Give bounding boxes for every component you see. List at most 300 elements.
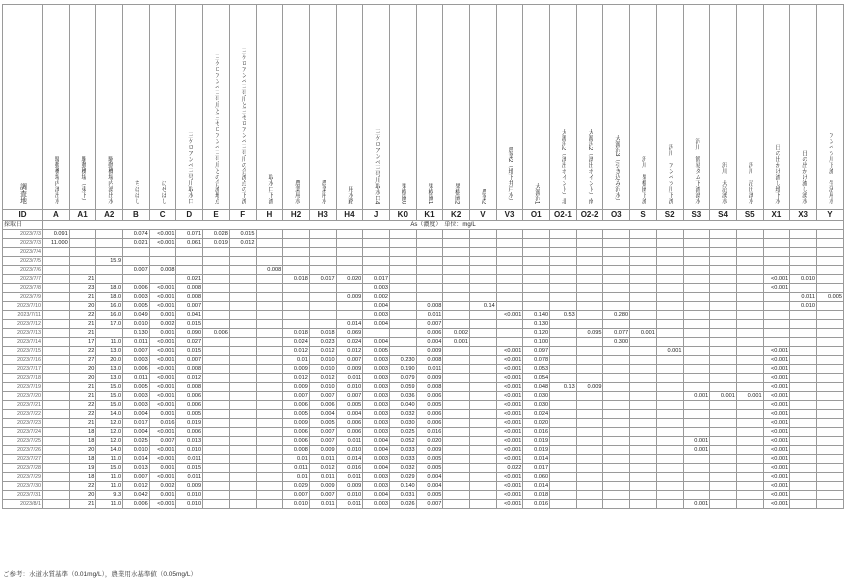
value-cell: 0.001 [656, 347, 683, 356]
value-cell [203, 464, 230, 473]
column-header-k1 [416, 5, 443, 210]
value-cell [416, 266, 443, 275]
value-cell: 21 [69, 383, 96, 392]
value-cell: 0.001 [630, 329, 657, 338]
value-cell: 0.042 [123, 491, 150, 500]
value-cell: 0.010 [336, 446, 363, 455]
value-cell [43, 437, 70, 446]
value-cell [389, 239, 416, 248]
date-cell: 2023/7/7 [3, 275, 43, 284]
value-cell: 0.008 [176, 383, 203, 392]
value-cell: 0.011 [176, 473, 203, 482]
value-cell [816, 320, 843, 329]
value-cell: 0.006 [416, 419, 443, 428]
value-cell [790, 491, 817, 500]
value-cell: 0.007 [123, 473, 150, 482]
value-cell [816, 419, 843, 428]
value-cell [603, 356, 630, 365]
value-cell: <0.001 [149, 401, 176, 410]
value-cell [630, 293, 657, 302]
value-cell: 0.018 [523, 491, 550, 500]
column-name: 大源沢2（湧出ポイント）北 [560, 128, 567, 204]
value-cell [229, 491, 256, 500]
value-cell: <0.001 [763, 401, 790, 410]
value-cell [790, 365, 817, 374]
value-cell [576, 239, 603, 248]
value-cell [336, 284, 363, 293]
value-cell [656, 293, 683, 302]
value-cell [229, 428, 256, 437]
value-cell: 0.011 [123, 338, 150, 347]
value-cell: 20 [69, 365, 96, 374]
value-cell [43, 338, 70, 347]
value-cell: 0.004 [363, 320, 390, 329]
value-cell: 0.002 [149, 320, 176, 329]
value-cell: 0.009 [176, 482, 203, 491]
value-cell: 21 [69, 419, 96, 428]
value-cell: 0.100 [523, 338, 550, 347]
value-cell [576, 338, 603, 347]
value-cell: 0.020 [336, 275, 363, 284]
value-cell: 0.011 [416, 365, 443, 374]
value-cell: 0.069 [336, 329, 363, 338]
value-cell [630, 383, 657, 392]
value-cell [203, 401, 230, 410]
column-id: K0 [389, 210, 416, 221]
value-cell: <0.001 [496, 419, 523, 428]
column-id: O2-2 [576, 210, 603, 221]
value-cell [603, 437, 630, 446]
value-cell: 0.004 [123, 428, 150, 437]
value-cell [309, 311, 336, 320]
column-header-s5 [736, 5, 763, 210]
value-cell [416, 284, 443, 293]
value-cell [630, 455, 657, 464]
value-cell [43, 392, 70, 401]
value-cell: 0.14 [470, 302, 497, 311]
value-cell [309, 284, 336, 293]
value-cell: <0.001 [149, 428, 176, 437]
value-cell [470, 491, 497, 500]
value-cell: 0.010 [309, 383, 336, 392]
value-cell: 0.005 [123, 383, 150, 392]
value-cell [96, 266, 123, 275]
value-cell [656, 491, 683, 500]
value-cell [283, 230, 310, 239]
value-cell [43, 257, 70, 266]
column-name: 農業用水 [320, 180, 327, 204]
value-cell: 0.012 [309, 347, 336, 356]
value-cell [43, 365, 70, 374]
value-cell: 0.010 [336, 491, 363, 500]
value-cell: 0.010 [790, 275, 817, 284]
value-cell [630, 374, 657, 383]
date-cell: 2023/7/3 [3, 230, 43, 239]
table-row [3, 491, 844, 500]
table-row [3, 365, 844, 374]
value-cell: 14.0 [96, 446, 123, 455]
column-name: 三ケロアンベ三号川と三セロアンベ三号川の合流点の下流 [240, 48, 247, 204]
value-cell: 15.0 [96, 383, 123, 392]
value-cell [576, 455, 603, 464]
value-cell [816, 383, 843, 392]
value-cell: 17 [69, 338, 96, 347]
date-cell: 2023/7/16 [3, 356, 43, 365]
value-cell: 0.014 [523, 455, 550, 464]
value-cell: 0.007 [416, 320, 443, 329]
value-cell [630, 356, 657, 365]
value-cell [816, 329, 843, 338]
value-cell [496, 329, 523, 338]
value-cell [710, 446, 737, 455]
value-cell [389, 329, 416, 338]
value-cell [630, 392, 657, 401]
value-cell: 0.011 [336, 500, 363, 509]
column-name: 沢川 アンベツ川下流 [667, 144, 674, 204]
value-cell: 0.019 [203, 239, 230, 248]
table-row [3, 428, 844, 437]
value-cell: 0.010 [176, 500, 203, 509]
value-cell [603, 230, 630, 239]
column-header-c [149, 5, 176, 210]
value-cell: 0.014 [123, 455, 150, 464]
value-cell: 0.190 [389, 365, 416, 374]
value-cell [123, 257, 150, 266]
value-cell: 0.003 [123, 392, 150, 401]
value-cell [283, 284, 310, 293]
table-row [3, 311, 844, 320]
value-cell [816, 455, 843, 464]
value-cell [496, 302, 523, 311]
value-cell [43, 302, 70, 311]
value-cell [176, 266, 203, 275]
date-cell: 2023/7/5 [3, 257, 43, 266]
value-cell: 0.003 [363, 374, 390, 383]
value-cell [736, 338, 763, 347]
value-cell: 0.027 [176, 338, 203, 347]
value-cell [816, 266, 843, 275]
value-cell: 0.015 [229, 230, 256, 239]
value-cell: 0.004 [309, 410, 336, 419]
value-cell [256, 446, 283, 455]
table-row [3, 401, 844, 410]
value-cell: 0.013 [123, 464, 150, 473]
value-cell [790, 446, 817, 455]
value-cell [416, 257, 443, 266]
value-cell: 0.048 [523, 383, 550, 392]
value-cell [229, 284, 256, 293]
value-cell [603, 347, 630, 356]
value-cell [256, 419, 283, 428]
date-cell: 2023/8/1 [3, 500, 43, 509]
value-cell: 0.097 [523, 347, 550, 356]
value-cell [550, 230, 577, 239]
value-cell: 0.019 [523, 437, 550, 446]
value-cell: 0.006 [416, 410, 443, 419]
column-header-k2 [443, 5, 470, 210]
table-row [3, 320, 844, 329]
value-cell: 0.011 [416, 311, 443, 320]
value-cell: 0.140 [389, 482, 416, 491]
value-cell [576, 500, 603, 509]
value-cell [710, 338, 737, 347]
value-cell [96, 230, 123, 239]
table-row [3, 266, 844, 275]
table-row [3, 338, 844, 347]
value-cell [656, 482, 683, 491]
column-name: 大源沢3（引き込み沢水） [613, 134, 620, 204]
column-name: 沢川 沼田湧水 [747, 162, 754, 204]
value-cell [816, 437, 843, 446]
value-cell [656, 257, 683, 266]
value-cell [683, 428, 710, 437]
column-id: S [630, 210, 657, 221]
value-cell: 0.090 [176, 329, 203, 338]
value-cell: 0.007 [123, 347, 150, 356]
value-cell [389, 293, 416, 302]
value-cell [363, 266, 390, 275]
value-cell: 0.003 [363, 482, 390, 491]
value-cell: 22 [69, 311, 96, 320]
value-cell: 0.004 [363, 302, 390, 311]
value-cell [256, 428, 283, 437]
value-cell: 0.014 [336, 455, 363, 464]
date-cell: 2023/7/13 [3, 329, 43, 338]
value-cell [336, 248, 363, 257]
value-cell: <0.001 [763, 383, 790, 392]
value-cell [683, 464, 710, 473]
value-cell [603, 266, 630, 275]
column-name: 駆動機場内湧出水 [53, 156, 60, 204]
value-cell [683, 365, 710, 374]
column-id: H4 [336, 210, 363, 221]
value-cell [470, 230, 497, 239]
value-cell [389, 257, 416, 266]
id-label: ID [3, 210, 43, 221]
value-cell [710, 410, 737, 419]
value-cell: <0.001 [763, 419, 790, 428]
value-cell [309, 320, 336, 329]
value-cell: 0.001 [149, 491, 176, 500]
value-cell: 0.032 [389, 464, 416, 473]
value-cell [790, 311, 817, 320]
value-cell [630, 428, 657, 437]
value-cell: 0.001 [710, 392, 737, 401]
value-cell [443, 419, 470, 428]
value-cell: 16.0 [96, 311, 123, 320]
value-cell [229, 410, 256, 419]
value-cell [443, 266, 470, 275]
value-cell: 20 [69, 302, 96, 311]
value-cell [523, 230, 550, 239]
value-cell [443, 347, 470, 356]
value-cell: 0.077 [603, 329, 630, 338]
value-cell [389, 302, 416, 311]
value-cell: 0.003 [363, 356, 390, 365]
value-cell [389, 320, 416, 329]
value-cell: 0.011 [309, 500, 336, 509]
value-cell: 0.024 [336, 338, 363, 347]
table-row [3, 383, 844, 392]
column-header-h2 [283, 5, 310, 210]
value-cell [656, 320, 683, 329]
value-cell: 0.007 [176, 356, 203, 365]
value-cell [683, 482, 710, 491]
value-cell: 0.008 [256, 266, 283, 275]
value-cell [603, 401, 630, 410]
value-cell [470, 428, 497, 437]
value-cell: 0.009 [283, 419, 310, 428]
value-cell [256, 338, 283, 347]
date-cell: 2023/7/27 [3, 455, 43, 464]
value-cell [229, 311, 256, 320]
value-cell: 0.016 [336, 464, 363, 473]
value-cell [683, 266, 710, 275]
value-cell [576, 437, 603, 446]
value-cell [256, 293, 283, 302]
value-cell [710, 464, 737, 473]
value-cell: 0.059 [389, 383, 416, 392]
value-cell [603, 392, 630, 401]
value-cell [790, 356, 817, 365]
value-cell [656, 473, 683, 482]
value-cell: 0.006 [309, 401, 336, 410]
value-cell [470, 392, 497, 401]
column-id: H [256, 210, 283, 221]
value-cell: 0.004 [336, 410, 363, 419]
value-cell [550, 239, 577, 248]
value-cell [363, 239, 390, 248]
value-cell [630, 230, 657, 239]
value-cell [416, 275, 443, 284]
value-cell [229, 383, 256, 392]
column-header-b [123, 5, 150, 210]
value-cell [710, 365, 737, 374]
value-cell [656, 266, 683, 275]
value-cell [283, 320, 310, 329]
value-cell [203, 338, 230, 347]
value-cell: <0.001 [763, 428, 790, 437]
value-cell [630, 419, 657, 428]
value-cell [790, 401, 817, 410]
value-cell: 0.008 [149, 266, 176, 275]
column-header-y [816, 5, 843, 210]
value-cell [550, 401, 577, 410]
value-cell [816, 500, 843, 509]
value-cell [229, 401, 256, 410]
value-cell: 0.004 [416, 473, 443, 482]
value-cell: <0.001 [496, 410, 523, 419]
value-cell [576, 401, 603, 410]
value-cell: 0.017 [309, 275, 336, 284]
value-cell [710, 257, 737, 266]
value-cell [229, 482, 256, 491]
value-cell [470, 410, 497, 419]
value-cell: 0.003 [123, 293, 150, 302]
value-cell [43, 374, 70, 383]
column-id: F [229, 210, 256, 221]
value-cell [176, 248, 203, 257]
value-cell: 0.014 [523, 482, 550, 491]
value-cell [683, 248, 710, 257]
value-cell [603, 383, 630, 392]
footnote: ご参考：水道水質基準（0.01mg/L），農業用水基準値（0.05mg/L） [3, 571, 197, 578]
table-row [3, 284, 844, 293]
value-cell [683, 401, 710, 410]
column-header-x1 [763, 5, 790, 210]
value-cell [43, 419, 70, 428]
value-cell [256, 365, 283, 374]
value-cell [790, 473, 817, 482]
value-cell [256, 473, 283, 482]
value-cell [736, 284, 763, 293]
column-id: E [203, 210, 230, 221]
value-cell [816, 446, 843, 455]
value-cell [656, 248, 683, 257]
value-cell: <0.001 [763, 347, 790, 356]
value-cell [683, 275, 710, 284]
value-cell [69, 248, 96, 257]
value-cell [443, 248, 470, 257]
value-cell [790, 464, 817, 473]
value-cell: 0.012 [123, 482, 150, 491]
value-cell: 21 [69, 275, 96, 284]
value-cell [550, 356, 577, 365]
value-cell: <0.001 [763, 491, 790, 500]
value-cell [550, 491, 577, 500]
value-cell: 0.032 [389, 410, 416, 419]
value-cell: 15.0 [96, 401, 123, 410]
value-cell [576, 491, 603, 500]
value-cell [229, 455, 256, 464]
value-cell: 0.024 [283, 338, 310, 347]
value-cell [656, 500, 683, 509]
value-cell: 27 [69, 356, 96, 365]
table-row [3, 464, 844, 473]
value-cell [43, 248, 70, 257]
value-cell [790, 338, 817, 347]
value-cell [683, 284, 710, 293]
value-cell: <0.001 [149, 284, 176, 293]
value-cell [470, 266, 497, 275]
value-cell [790, 257, 817, 266]
value-cell [69, 257, 96, 266]
value-cell: 0.008 [176, 284, 203, 293]
value-cell [736, 293, 763, 302]
value-cell [496, 284, 523, 293]
value-cell: 0.033 [389, 455, 416, 464]
column-name: 三ケロアンベ三号川取水口 [186, 132, 193, 204]
value-cell [443, 410, 470, 419]
value-cell: 0.049 [123, 311, 150, 320]
value-cell [443, 284, 470, 293]
value-cell [603, 293, 630, 302]
value-cell: 0.006 [416, 392, 443, 401]
value-cell [43, 347, 70, 356]
value-cell [576, 473, 603, 482]
value-cell [816, 356, 843, 365]
value-cell [470, 338, 497, 347]
value-cell [416, 230, 443, 239]
value-cell [470, 248, 497, 257]
value-cell [229, 257, 256, 266]
value-cell [710, 293, 737, 302]
value-cell [576, 446, 603, 455]
value-cell [229, 266, 256, 275]
table-row [3, 293, 844, 302]
value-cell [630, 275, 657, 284]
column-name: ちほばし [133, 180, 140, 204]
